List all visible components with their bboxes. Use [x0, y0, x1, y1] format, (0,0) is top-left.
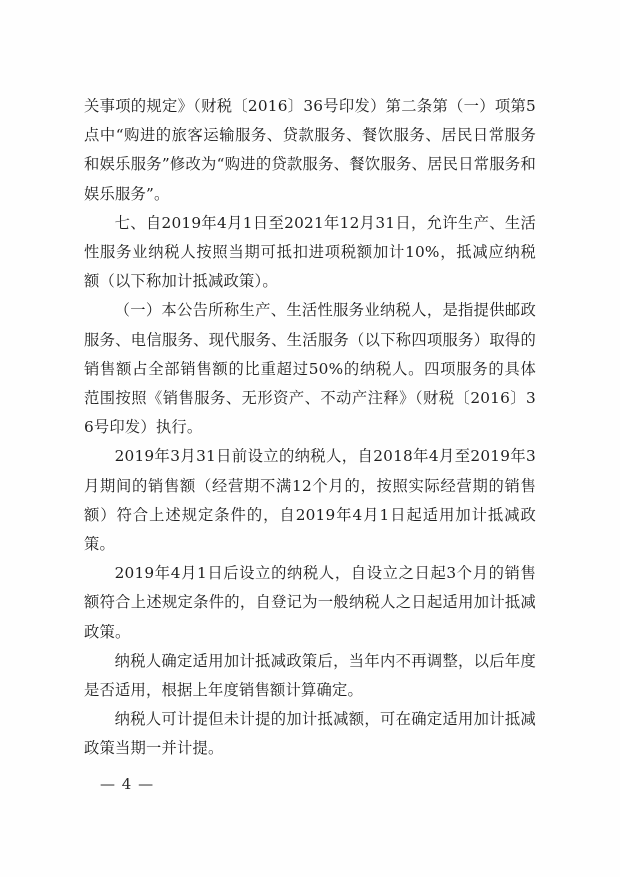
document-body [84, 92, 536, 764]
paragraph-item-one: （一）本公告所称生产、生活性服务业纳税人，是指提供邮政服务、电信服务、现代服务、生活服务（以下称四项服务）取得的销售额占全部销售额的比重超过50%的纳税人。四项服务的具体范围按照《销售服务、无形资产、不动产注释》（财税〔2016〕36号印发）执行。 [84, 301, 536, 437]
paragraph-continuation: 关事项的规定》（财税〔2016〕36号印发）第二条第（一）项第5点中“购进的旅客运输服务、贷款服务、餐饮服务、居民日常服务和娱乐服务”修改为“购进的贷款服务、餐饮服务、居民日常服务和娱乐服务”。 [84, 97, 536, 203]
paragraph-after-april: 2019年4月1日后设立的纳税人，自设立之日起3个月的销售额符合上述规定条件的，自登记为一般纳税人之日起适用加计抵减政策。 [84, 564, 536, 641]
paragraph-annual-adjustment: 纳税人确定适用加计抵减政策后，当年内不再调整，以后年度是否适用，根据上年度销售额计算确定。 [84, 651, 536, 700]
page-number: — 4 — [100, 775, 155, 793]
paragraph-before-march: 2019年3月31日前设立的纳税人，自2018年4月至2019年3月期间的销售额（经营期不满12个月的，按照实际经营期的销售额）符合上述规定条件的，自2019年4月1日起适用加计抵减政策。 [84, 447, 536, 554]
paragraph-accrual: 纳税人可计提但未计提的加计抵减额，可在确定适用加计抵减政策当期一并计提。 [84, 710, 536, 758]
paragraph-article-seven: 七、自2019年4月1日至2021年12月31日，允许生产、生活性服务业纳税人按照当期可抵扣进项税额加计10%，抵减应纳税额（以下称加计抵减政策）。 [84, 213, 536, 291]
